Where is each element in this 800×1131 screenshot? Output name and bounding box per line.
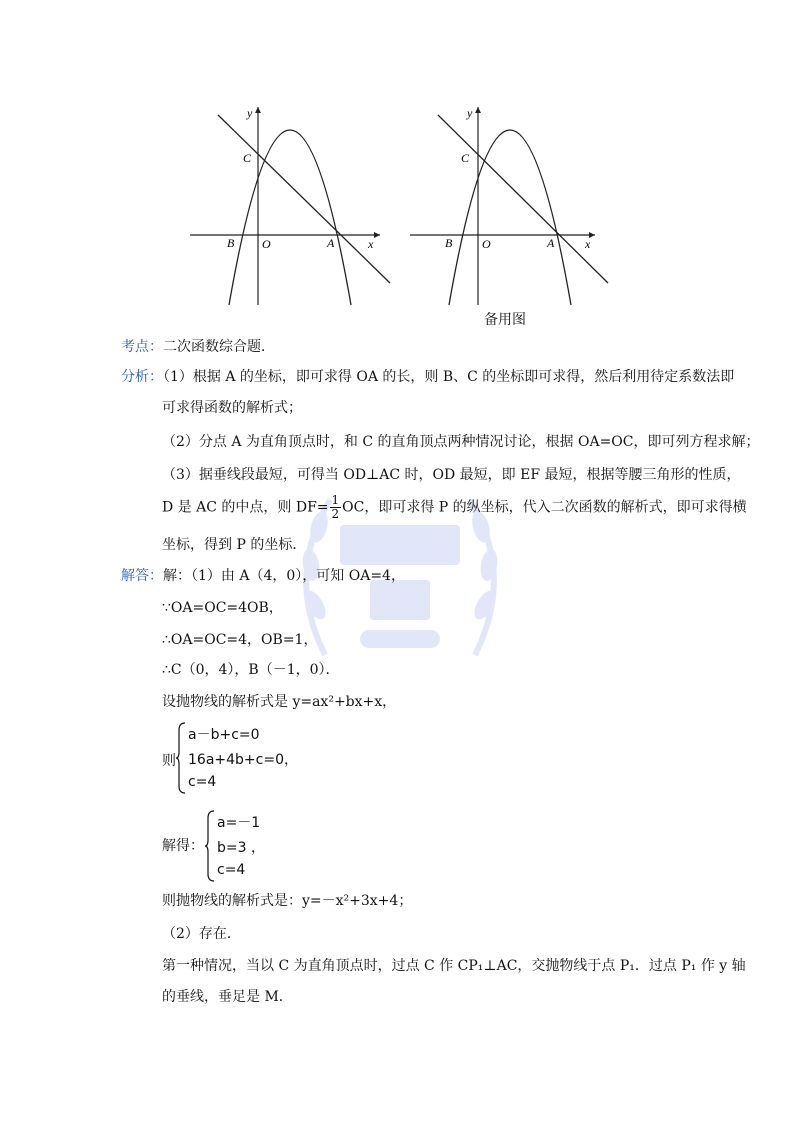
fenxi-line-6: 坐标，得到 P 的坐标． — [162, 537, 307, 553]
jieda-label: 解答： — [121, 568, 163, 584]
y-axis-label: y — [247, 106, 253, 120]
jieda-line-2: ∵OA=OC=4OB， — [162, 600, 283, 616]
kaodian-text: 二次函数综合题． — [163, 339, 275, 355]
fraction-one-half — [330, 494, 342, 521]
origin-label: O — [482, 237, 491, 251]
system-2-eq-3: c=4 — [217, 862, 246, 878]
kaodian-row — [121, 337, 275, 357]
jieda-line-5: 设抛物线的解析式是 y=ax²+bx+x， — [162, 694, 397, 710]
kaodian-label: 考点： — [121, 339, 163, 355]
spare-figure-caption: 备用图 — [484, 312, 526, 328]
point-c-label: C — [243, 151, 252, 165]
y-axis-label: y — [467, 106, 473, 120]
point-a-label: A — [327, 236, 335, 250]
jieda-line-1: 解：（1）由 A（4，0），可知 OA=4， — [163, 568, 405, 584]
fraction-numerator: 1 — [331, 493, 340, 507]
jieda-line-6: 则抛物线的解析式是：y=－x²+3x+4； — [162, 893, 413, 909]
fenxi-line-1: （1）根据 A 的坐标，即可求得 OA 的长，则 B、C 的坐标即可求得，然后利用待定系数法即 — [163, 369, 735, 385]
jieda-line-7: （2）存在． — [162, 926, 241, 942]
system-2-prefix: 解得： — [162, 838, 204, 854]
left-brace-icon — [176, 722, 186, 794]
fenxi-line-2: 可求得函数的解析式； — [162, 400, 302, 416]
system-2-eq-1: a=－1 — [217, 815, 261, 831]
x-axis-label: x — [585, 237, 591, 251]
figure-spare — [405, 95, 620, 310]
fenxi-label: 分析： — [121, 369, 163, 385]
x-axis-label: x — [368, 237, 374, 251]
point-b-label: B — [227, 236, 235, 250]
system-1-prefix: 则 — [162, 753, 176, 769]
equation-system-1 — [176, 722, 316, 794]
jieda-row-1 — [121, 566, 405, 586]
left-brace-icon — [205, 810, 215, 882]
system-1-eq-3: c=4 — [188, 774, 217, 790]
fenxi-line-4: （3）据垂线段最短，可得当 OD⊥AC 时，OD 最短，即 EF 最短，根据等腰三角形的性质， — [162, 467, 741, 483]
fenxi-row-1 — [121, 367, 734, 387]
fenxi-line-5a: D 是 AC 的中点，则 DF= — [162, 499, 329, 516]
fenxi-line-5 — [162, 494, 747, 521]
system-1-eq-1: a－b+c=0 — [188, 727, 260, 743]
jieda-line-3: ∴OA=OC=4，OB=1， — [162, 632, 318, 648]
equation-system-2 — [205, 810, 305, 882]
point-b-label: B — [445, 236, 453, 250]
origin-label: O — [262, 237, 271, 251]
system-2-eq-2: b=3 ， — [217, 840, 265, 856]
jieda-line-8: 第一种情况，当以 C 为直角顶点时，过点 C 作 CP₁⊥AC，交抛物线于点 P₁．过点 P₁ 作 y 轴 — [162, 958, 746, 974]
figure-main — [185, 95, 400, 310]
point-a-label: A — [547, 236, 555, 250]
fenxi-line-5b: OC，即可求得 P 的纵坐标，代入二次函数的解析式，即可求得横 — [342, 499, 747, 516]
point-c-label: C — [461, 151, 470, 165]
fenxi-line-3: （2）分点 A 为直角顶点时，和 C 的直角顶点两种情况讨论，根据 OA=OC，即可列方程求解； — [162, 434, 760, 450]
fraction-denominator: 2 — [331, 507, 340, 521]
jieda-line-9: 的垂线，垂足是 M． — [162, 989, 293, 1005]
system-1-eq-2: 16a+4b+c=0， — [188, 752, 298, 768]
jieda-line-4: ∴C（0，4），B（－1，0）． — [162, 662, 340, 678]
